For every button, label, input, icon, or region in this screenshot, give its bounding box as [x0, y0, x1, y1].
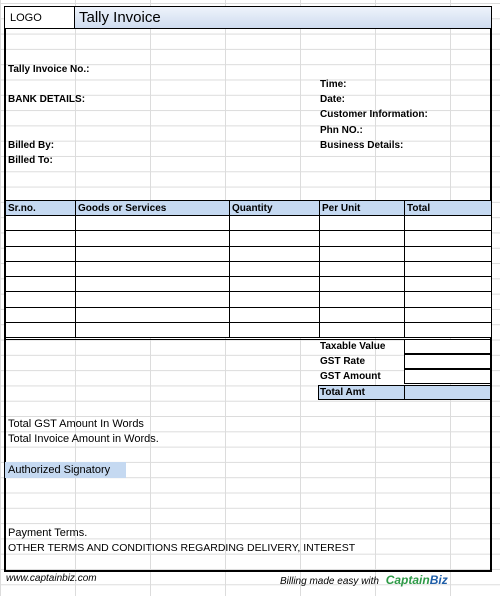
table-cell[interactable] [230, 216, 320, 231]
table-cell[interactable] [230, 307, 320, 322]
table-cell[interactable] [405, 246, 492, 261]
authorized-signatory: Authorized Signatory [5, 462, 126, 478]
phone-number-label: Phn NO.: [320, 125, 363, 136]
table-cell[interactable] [405, 277, 492, 292]
column-header-quantity: Quantity [230, 201, 320, 216]
brand-part-1: Captain [385, 573, 430, 587]
table-cell[interactable] [320, 277, 405, 292]
table-cell[interactable] [6, 261, 76, 276]
footer-tagline [280, 573, 448, 587]
table-row [6, 231, 492, 246]
website-link[interactable]: www.captainbiz.com [6, 573, 97, 584]
payment-terms-label: Payment Terms. [8, 527, 88, 539]
gst-amount-field[interactable] [404, 369, 491, 384]
table-cell[interactable] [405, 216, 492, 231]
time-label: Time: [320, 79, 347, 90]
bank-details-label: BANK DETAILS: [8, 94, 86, 105]
gst-amount-label: GST Amount [320, 371, 381, 382]
table-cell[interactable] [6, 277, 76, 292]
items-table [5, 200, 492, 338]
table-cell[interactable] [6, 246, 76, 261]
table-cell[interactable] [405, 261, 492, 276]
table-cell[interactable] [6, 216, 76, 231]
captainbiz-logo [386, 573, 448, 587]
table-cell[interactable] [76, 216, 230, 231]
table-cell[interactable] [405, 323, 492, 338]
gst-rate-label: GST Rate [320, 356, 366, 367]
table-row [6, 261, 492, 276]
table-cell[interactable] [76, 323, 230, 338]
gst-amount-in-words-label: Total GST Amount In Words [8, 418, 144, 430]
business-details-label: Business Details: [320, 140, 404, 151]
table-row [6, 216, 492, 231]
table-cell[interactable] [320, 246, 405, 261]
table-cell[interactable] [6, 307, 76, 322]
table-cell[interactable] [76, 261, 230, 276]
table-row [6, 246, 492, 261]
customer-info-label: Customer Information: [320, 109, 428, 120]
column-header-per-unit: Per Unit [320, 201, 405, 216]
table-cell[interactable] [76, 246, 230, 261]
table-cell[interactable] [405, 307, 492, 322]
table-cell[interactable] [230, 277, 320, 292]
date-label: Date: [320, 94, 346, 105]
table-header-row [6, 201, 492, 216]
table-cell[interactable] [320, 261, 405, 276]
table-cell[interactable] [76, 292, 230, 307]
table-cell[interactable] [76, 307, 230, 322]
invoice-amount-in-words-label: Total Invoice Amount in Words. [8, 433, 159, 445]
table-cell[interactable] [320, 216, 405, 231]
table-cell[interactable] [6, 231, 76, 246]
gst-rate-field[interactable] [404, 354, 491, 369]
table-row [6, 292, 492, 307]
total-amount-label: Total Amt [320, 387, 365, 398]
column-header-goods: Goods or Services [76, 201, 230, 216]
table-cell[interactable] [405, 292, 492, 307]
table-cell[interactable] [230, 323, 320, 338]
table-row [6, 307, 492, 322]
table-row [6, 277, 492, 292]
table-cell[interactable] [230, 231, 320, 246]
table-cell[interactable] [230, 246, 320, 261]
table-cell[interactable] [230, 261, 320, 276]
table-cell[interactable] [76, 231, 230, 246]
table-cell[interactable] [405, 231, 492, 246]
table-row [6, 323, 492, 338]
table-cell[interactable] [320, 307, 405, 322]
column-header-srno: Sr.no. [6, 201, 76, 216]
invoice-number-label: Tally Invoice No.: [8, 64, 90, 75]
table-cell[interactable] [6, 323, 76, 338]
table-cell[interactable] [320, 292, 405, 307]
logo-cell: LOGO [5, 7, 75, 29]
table-cell[interactable] [230, 292, 320, 307]
table-cell[interactable] [320, 323, 405, 338]
table-cell[interactable] [320, 231, 405, 246]
column-header-total: Total [405, 201, 492, 216]
table-cell[interactable] [6, 292, 76, 307]
other-terms-label: OTHER TERMS AND CONDITIONS REGARDING DELIVERY, INTEREST [8, 542, 356, 554]
invoice-title: Tally Invoice [75, 7, 491, 29]
tagline-text: Billing made easy with [280, 576, 379, 587]
table-cell[interactable] [76, 277, 230, 292]
taxable-value-label: Taxable Value [320, 341, 386, 352]
taxable-value-field[interactable] [404, 339, 491, 354]
billed-to-label: Billed To: [8, 155, 53, 166]
brand-part-2: Biz [429, 573, 448, 587]
billed-by-label: Billed By: [8, 140, 55, 151]
